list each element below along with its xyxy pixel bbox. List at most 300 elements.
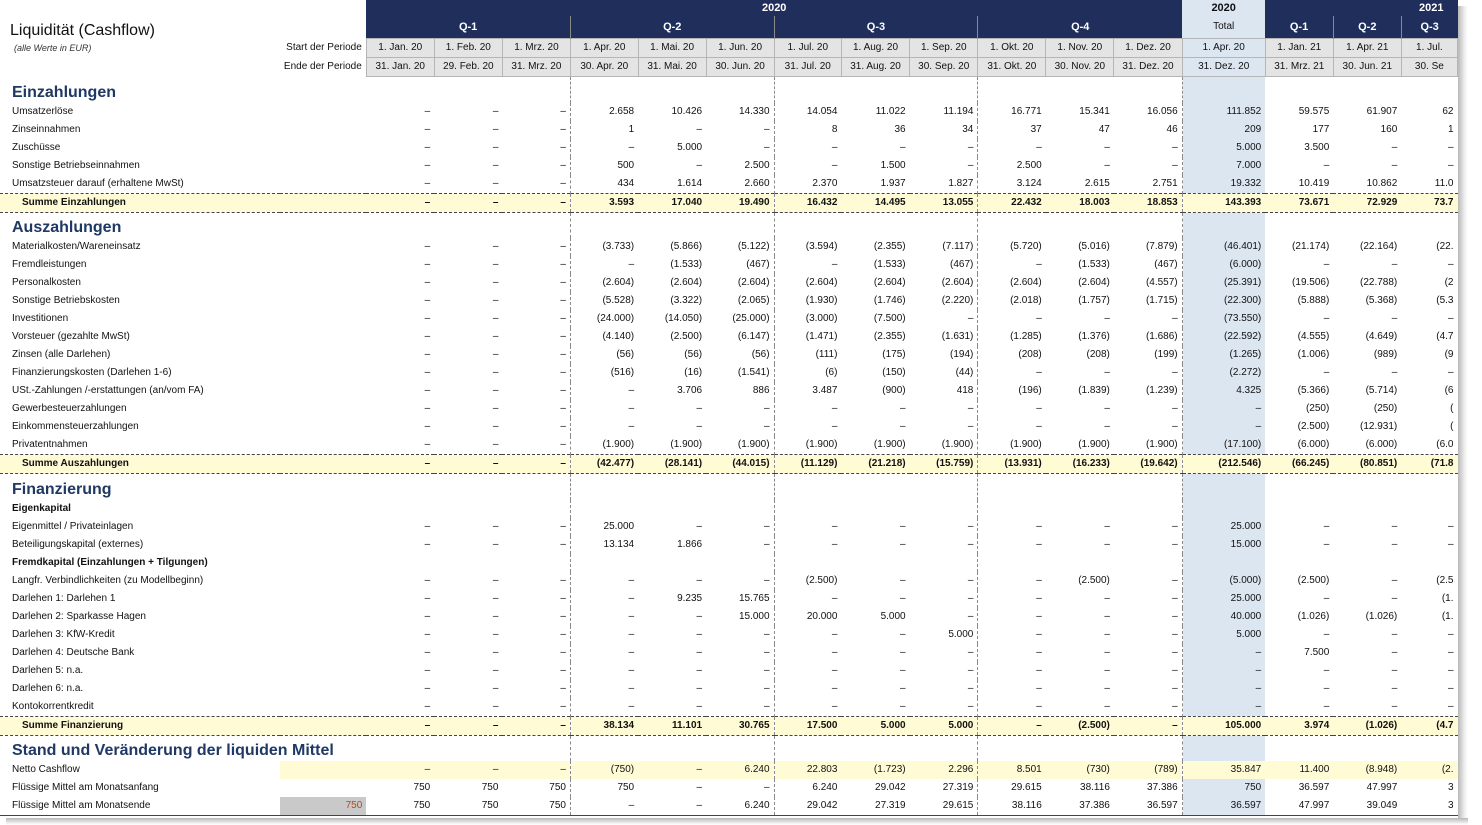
value-cell[interactable]: –: [560, 439, 566, 450]
value-cell[interactable]: 72.929: [1333, 193, 1401, 212]
value-cell[interactable]: (5.122): [737, 241, 770, 252]
value-cell[interactable]: –: [764, 664, 770, 676]
value-cell[interactable]: (5.888): [1297, 295, 1330, 306]
value-cell[interactable]: –: [774, 536, 841, 554]
value-cell[interactable]: (1.471): [774, 328, 841, 346]
value-cell[interactable]: –: [560, 700, 566, 712]
value-cell[interactable]: 25.000: [1182, 590, 1265, 608]
value-cell[interactable]: (6.000): [1297, 439, 1330, 450]
value-cell[interactable]: –: [492, 241, 499, 252]
value-cell[interactable]: –: [967, 664, 974, 676]
value-cell[interactable]: –: [1114, 716, 1182, 735]
value-cell[interactable]: 16.056: [1147, 105, 1178, 117]
value-cell[interactable]: –: [696, 574, 703, 586]
value-cell[interactable]: –: [1391, 664, 1398, 676]
value-cell[interactable]: 39.049: [1333, 797, 1401, 816]
value-cell[interactable]: (989): [1373, 349, 1398, 360]
value-cell[interactable]: –: [1447, 259, 1454, 270]
value-cell[interactable]: (150): [882, 367, 906, 378]
value-cell[interactable]: –: [560, 628, 566, 640]
value-cell[interactable]: –: [570, 608, 638, 626]
value-cell[interactable]: –: [1172, 403, 1178, 414]
value-cell[interactable]: 73.7: [1401, 193, 1457, 212]
value-cell[interactable]: –: [570, 382, 638, 400]
value-cell[interactable]: (17.100): [1182, 436, 1265, 455]
value-cell[interactable]: –: [967, 646, 974, 658]
value-cell[interactable]: –: [570, 400, 638, 418]
value-cell[interactable]: (4.140): [570, 328, 638, 346]
value-cell[interactable]: (56): [684, 349, 703, 360]
value-cell[interactable]: (250): [1373, 403, 1398, 414]
value-cell[interactable]: –: [774, 680, 841, 698]
value-cell[interactable]: (1.900): [978, 436, 1046, 455]
value-cell[interactable]: –: [978, 680, 1046, 698]
value-cell[interactable]: –: [900, 664, 906, 676]
value-cell[interactable]: –: [492, 259, 499, 270]
value-cell[interactable]: 15.000: [738, 610, 770, 622]
value-cell[interactable]: –: [696, 664, 703, 676]
value-cell[interactable]: (2.500): [774, 572, 841, 590]
start-date-cell[interactable]: 1. Okt. 20: [978, 39, 1046, 58]
value-cell[interactable]: (22.788): [1360, 277, 1398, 288]
end-date-cell[interactable]: 31. Jul. 20: [774, 58, 841, 77]
value-cell[interactable]: (1.239): [1145, 385, 1178, 396]
value-cell[interactable]: (467): [950, 259, 974, 270]
value-cell[interactable]: 7.500: [1304, 646, 1330, 658]
start-date-cell[interactable]: 1. Dez. 20: [1114, 39, 1182, 58]
value-cell[interactable]: –: [774, 698, 841, 717]
value-cell[interactable]: –: [1172, 159, 1178, 171]
end-date-cell[interactable]: 31. Okt. 20: [978, 58, 1046, 77]
value-cell[interactable]: –: [492, 421, 499, 432]
value-cell[interactable]: –: [1104, 628, 1110, 640]
value-cell[interactable]: 418: [956, 385, 974, 396]
value-cell[interactable]: –: [1172, 538, 1178, 550]
value-cell[interactable]: –: [1323, 520, 1330, 532]
end-date-cell[interactable]: 31. Mai. 20: [638, 58, 706, 77]
value-cell[interactable]: (22.: [1436, 241, 1454, 252]
value-cell[interactable]: –: [696, 403, 703, 414]
value-cell[interactable]: 177: [1312, 123, 1330, 135]
value-cell[interactable]: –: [560, 574, 566, 586]
value-cell[interactable]: –: [492, 277, 499, 288]
value-cell[interactable]: –: [1182, 698, 1265, 717]
value-cell[interactable]: –: [774, 644, 841, 662]
value-cell[interactable]: 2.660: [744, 177, 770, 189]
value-cell[interactable]: 73.671: [1265, 193, 1333, 212]
value-cell[interactable]: (12.931): [1360, 421, 1398, 432]
value-cell[interactable]: –: [1172, 421, 1178, 432]
end-date-cell[interactable]: 31. Jan. 20: [366, 58, 434, 77]
value-cell[interactable]: –: [570, 662, 638, 680]
value-cell[interactable]: (3.733): [570, 238, 638, 256]
start-date-cell[interactable]: 1. Apr. 20: [1182, 39, 1265, 58]
value-cell[interactable]: 13.134: [570, 536, 638, 554]
value-cell[interactable]: –: [764, 520, 770, 532]
value-cell[interactable]: (6.000): [1182, 256, 1265, 274]
value-cell[interactable]: (2.604): [1078, 277, 1110, 288]
value-cell[interactable]: 25.000: [1182, 518, 1265, 536]
value-cell[interactable]: –: [424, 520, 431, 532]
value-cell[interactable]: 20.000: [774, 608, 841, 626]
value-cell[interactable]: (199): [1154, 349, 1178, 360]
value-cell[interactable]: –: [774, 157, 841, 175]
value-cell[interactable]: 47.997: [1366, 782, 1398, 793]
value-cell[interactable]: 750: [434, 797, 502, 816]
value-cell[interactable]: –: [424, 646, 431, 658]
value-cell[interactable]: –: [764, 646, 770, 658]
value-cell[interactable]: –: [774, 626, 841, 644]
value-cell[interactable]: –: [1172, 646, 1178, 658]
value-cell[interactable]: –: [764, 403, 770, 414]
value-cell[interactable]: 3.593: [570, 193, 638, 212]
value-cell[interactable]: (15.759): [910, 455, 978, 474]
end-date-cell[interactable]: 30. Jun. 20: [706, 58, 774, 77]
value-cell[interactable]: 111.852: [1182, 103, 1265, 121]
value-cell[interactable]: (1.900): [873, 439, 906, 450]
value-cell[interactable]: 16.432: [774, 193, 841, 212]
start-date-cell[interactable]: 1. Aug. 20: [841, 39, 909, 58]
value-cell[interactable]: (2.355): [873, 331, 906, 342]
value-cell[interactable]: –: [774, 418, 841, 436]
value-cell[interactable]: 29.615: [978, 779, 1046, 797]
value-cell[interactable]: –: [1172, 367, 1178, 378]
value-cell[interactable]: –: [978, 572, 1046, 590]
value-cell[interactable]: –: [492, 313, 499, 324]
start-date-cell[interactable]: 1. Jul. 20: [774, 39, 841, 58]
value-cell[interactable]: –: [424, 682, 431, 694]
value-cell[interactable]: 47: [1098, 123, 1110, 135]
value-cell[interactable]: (6.000): [1365, 439, 1398, 450]
value-cell[interactable]: 1.500: [880, 159, 906, 171]
value-cell[interactable]: –: [978, 400, 1046, 418]
value-cell[interactable]: –: [900, 574, 906, 586]
value-cell[interactable]: 27.319: [942, 782, 974, 793]
value-cell[interactable]: (516): [570, 364, 638, 382]
value-cell[interactable]: 750: [413, 782, 431, 793]
value-cell[interactable]: (14.050): [664, 313, 703, 324]
value-cell[interactable]: 15.000: [1182, 536, 1265, 554]
value-cell[interactable]: (789): [1114, 761, 1182, 779]
value-cell[interactable]: 29.615: [910, 797, 978, 816]
value-cell[interactable]: (42.477): [570, 455, 638, 474]
value-cell[interactable]: 29.042: [774, 797, 841, 816]
value-cell[interactable]: –: [638, 797, 706, 816]
value-cell[interactable]: –: [900, 700, 906, 712]
value-cell[interactable]: –: [1172, 520, 1178, 532]
value-cell[interactable]: –: [1104, 403, 1110, 414]
value-cell[interactable]: –: [1391, 592, 1398, 604]
value-cell[interactable]: –: [978, 662, 1046, 680]
value-cell[interactable]: –: [1104, 592, 1110, 604]
value-cell[interactable]: 1.937: [880, 177, 906, 189]
value-cell[interactable]: –: [492, 574, 499, 586]
value-cell[interactable]: –: [1172, 700, 1178, 712]
value-cell[interactable]: (66.245): [1265, 455, 1333, 474]
value-cell[interactable]: –: [434, 193, 502, 212]
value-cell[interactable]: (5.720): [978, 238, 1046, 256]
value-cell[interactable]: –: [424, 403, 431, 414]
value-cell[interactable]: –: [366, 761, 434, 779]
value-cell[interactable]: –: [978, 418, 1046, 436]
value-cell[interactable]: (1.026): [1333, 716, 1401, 735]
value-cell[interactable]: (2.220): [941, 295, 974, 306]
value-cell[interactable]: –: [774, 256, 841, 274]
value-cell[interactable]: –: [1172, 664, 1178, 676]
end-date-cell[interactable]: 31. Mrz. 21: [1265, 58, 1333, 77]
value-cell[interactable]: –: [764, 141, 770, 153]
value-cell[interactable]: –: [492, 331, 499, 342]
value-cell[interactable]: 5.000: [880, 610, 906, 622]
value-cell[interactable]: –: [764, 628, 770, 640]
value-cell[interactable]: –: [492, 385, 499, 396]
value-cell[interactable]: (56): [751, 349, 770, 360]
value-cell[interactable]: (467): [1154, 259, 1178, 270]
value-cell[interactable]: 105.000: [1182, 716, 1265, 735]
value-cell[interactable]: (19.506): [1292, 277, 1330, 288]
value-cell[interactable]: 1.614: [677, 177, 703, 189]
value-cell[interactable]: (13.931): [978, 455, 1046, 474]
value-cell[interactable]: –: [978, 608, 1046, 626]
value-cell[interactable]: 750: [481, 782, 499, 793]
value-cell[interactable]: –: [424, 439, 431, 450]
value-cell[interactable]: –: [774, 662, 841, 680]
value-cell[interactable]: –: [492, 105, 499, 117]
value-cell[interactable]: –: [1447, 682, 1454, 694]
value-cell[interactable]: –: [764, 123, 770, 135]
value-cell[interactable]: –: [1323, 700, 1330, 712]
value-cell[interactable]: 3.500: [1304, 141, 1330, 153]
value-cell[interactable]: (16.233): [1046, 455, 1114, 474]
value-cell[interactable]: –: [424, 538, 431, 550]
value-cell[interactable]: (25.391): [1182, 274, 1265, 292]
value-cell[interactable]: (2.604): [670, 277, 703, 288]
value-cell[interactable]: (4.555): [1297, 331, 1330, 342]
value-cell[interactable]: 6.240: [706, 797, 774, 816]
value-cell[interactable]: –: [560, 105, 566, 117]
value-cell[interactable]: 47.997: [1265, 797, 1333, 816]
start-date-cell[interactable]: 1. Apr. 20: [570, 39, 638, 58]
value-cell[interactable]: –: [967, 592, 974, 604]
value-cell[interactable]: –: [1182, 662, 1265, 680]
value-cell[interactable]: –: [696, 682, 703, 694]
value-cell[interactable]: (1.900): [1078, 439, 1110, 450]
value-cell[interactable]: –: [696, 628, 703, 640]
value-cell[interactable]: (1.757): [1078, 295, 1110, 306]
value-cell[interactable]: 38.116: [978, 797, 1046, 816]
value-cell[interactable]: (1.026): [1297, 610, 1330, 622]
value-cell[interactable]: (5.016): [1078, 241, 1110, 252]
value-cell[interactable]: (2: [1444, 277, 1454, 288]
value-cell[interactable]: –: [570, 644, 638, 662]
value-cell[interactable]: –: [424, 574, 431, 586]
value-cell[interactable]: –: [424, 141, 431, 153]
value-cell[interactable]: (2.5: [1436, 574, 1454, 586]
value-cell[interactable]: –: [492, 141, 499, 153]
value-cell[interactable]: (73.550): [1182, 310, 1265, 328]
value-cell[interactable]: –: [560, 241, 566, 252]
value-cell[interactable]: (1.900): [941, 439, 974, 450]
value-cell[interactable]: (1.: [1441, 592, 1454, 604]
value-cell[interactable]: 886: [752, 385, 770, 396]
value-cell[interactable]: –: [492, 628, 499, 640]
value-cell[interactable]: 500: [570, 157, 638, 175]
value-cell[interactable]: –: [967, 610, 974, 622]
value-cell[interactable]: –: [424, 421, 431, 432]
value-cell[interactable]: (5.366): [1297, 385, 1330, 396]
value-cell[interactable]: –: [967, 159, 974, 171]
value-cell[interactable]: (750): [570, 761, 638, 779]
value-cell[interactable]: –: [570, 680, 638, 698]
value-cell[interactable]: (111): [774, 346, 841, 364]
value-cell[interactable]: –: [978, 518, 1046, 536]
value-cell[interactable]: (1.533): [873, 259, 906, 270]
value-cell[interactable]: 8.501: [978, 761, 1046, 779]
value-cell[interactable]: (5.714): [1365, 385, 1398, 396]
value-cell[interactable]: (4.7: [1401, 716, 1457, 735]
value-cell[interactable]: –: [1182, 680, 1265, 698]
value-cell[interactable]: 1.827: [948, 177, 974, 189]
value-cell[interactable]: –: [1104, 141, 1110, 153]
value-cell[interactable]: (1.026): [1365, 610, 1398, 622]
value-cell[interactable]: 5.000: [948, 628, 974, 640]
value-cell[interactable]: 5.000: [677, 141, 703, 153]
value-cell[interactable]: –: [424, 313, 431, 324]
value-cell[interactable]: –: [978, 364, 1046, 382]
value-cell[interactable]: (7.117): [942, 241, 974, 252]
end-date-cell[interactable]: 31. Dez. 20: [1114, 58, 1182, 77]
value-cell[interactable]: –: [1104, 520, 1110, 532]
value-cell[interactable]: (9: [1444, 349, 1454, 360]
value-cell[interactable]: (1.900): [774, 436, 841, 455]
value-cell[interactable]: 11.0: [1434, 177, 1454, 189]
value-cell[interactable]: (3.594): [774, 238, 841, 256]
value-cell[interactable]: –: [1323, 259, 1330, 270]
value-cell[interactable]: 37: [978, 121, 1046, 139]
value-cell[interactable]: –: [560, 403, 566, 414]
value-cell[interactable]: –: [570, 797, 638, 816]
start-date-cell[interactable]: 1. Feb. 20: [434, 39, 502, 58]
value-cell[interactable]: (1.900): [737, 439, 770, 450]
value-cell[interactable]: –: [560, 349, 566, 360]
value-cell[interactable]: –: [424, 123, 431, 135]
value-cell[interactable]: 10.419: [1298, 177, 1330, 189]
value-cell[interactable]: –: [900, 421, 906, 432]
end-date-cell[interactable]: 30. Sep. 20: [910, 58, 978, 77]
value-cell[interactable]: –: [1104, 610, 1110, 622]
value-cell[interactable]: (: [1450, 403, 1454, 414]
value-cell[interactable]: –: [1391, 682, 1398, 694]
value-cell[interactable]: 1.866: [677, 538, 703, 550]
value-cell[interactable]: –: [560, 421, 566, 432]
value-cell[interactable]: 11.400: [1265, 761, 1333, 779]
value-cell[interactable]: –: [560, 277, 566, 288]
start-date-cell[interactable]: 1. Jul.: [1401, 39, 1457, 58]
value-cell[interactable]: (4.557): [1145, 277, 1178, 288]
value-cell[interactable]: 750: [549, 782, 566, 793]
value-cell[interactable]: (: [1450, 421, 1454, 432]
value-cell[interactable]: –: [696, 520, 703, 532]
value-cell[interactable]: –: [434, 716, 502, 735]
value-cell[interactable]: 37.386: [1046, 797, 1114, 816]
value-cell[interactable]: 35.847: [1182, 761, 1265, 779]
value-cell[interactable]: 18.003: [1046, 193, 1114, 212]
value-cell[interactable]: 19.490: [706, 193, 774, 212]
value-cell[interactable]: 22.432: [978, 193, 1046, 212]
value-cell[interactable]: (21.174): [1292, 241, 1330, 252]
value-cell[interactable]: (71.8: [1401, 455, 1457, 474]
value-cell[interactable]: –: [774, 139, 841, 157]
end-date-cell[interactable]: 31. Dez. 20: [1182, 58, 1265, 77]
value-cell[interactable]: –: [967, 700, 974, 712]
value-cell[interactable]: –: [978, 716, 1046, 735]
value-cell[interactable]: 46: [1166, 123, 1178, 135]
value-cell[interactable]: 2.296: [910, 761, 978, 779]
value-cell[interactable]: (56): [570, 346, 638, 364]
value-cell[interactable]: 14.054: [774, 103, 841, 121]
value-cell[interactable]: 27.319: [841, 797, 909, 816]
value-cell[interactable]: 10.862: [1366, 177, 1398, 189]
value-cell[interactable]: 3: [1447, 782, 1454, 793]
value-cell[interactable]: –: [560, 520, 566, 532]
value-cell[interactable]: –: [978, 256, 1046, 274]
value-cell[interactable]: –: [1104, 159, 1110, 171]
value-cell[interactable]: –: [492, 700, 499, 712]
value-cell[interactable]: –: [1391, 538, 1398, 550]
value-cell[interactable]: –: [424, 367, 431, 378]
value-cell[interactable]: –: [570, 590, 638, 608]
value-cell[interactable]: (250): [1305, 403, 1330, 414]
end-date-cell[interactable]: 31. Mrz. 20: [502, 58, 570, 77]
value-cell[interactable]: (1.533): [1078, 259, 1110, 270]
value-cell[interactable]: –: [978, 310, 1046, 328]
value-cell[interactable]: (730): [1046, 761, 1114, 779]
value-cell[interactable]: –: [560, 331, 566, 342]
value-cell[interactable]: –: [560, 123, 566, 135]
value-cell[interactable]: (5.528): [570, 292, 638, 310]
value-cell[interactable]: (24.000): [570, 310, 638, 328]
value-cell[interactable]: (2.604): [941, 277, 974, 288]
value-cell[interactable]: 3.974: [1265, 716, 1333, 735]
value-cell[interactable]: –: [1104, 367, 1110, 378]
value-cell[interactable]: (1.715): [1145, 295, 1178, 306]
value-cell[interactable]: –: [696, 610, 703, 622]
value-cell[interactable]: (1.839): [1078, 385, 1110, 396]
value-cell[interactable]: 2.500: [978, 157, 1046, 175]
value-cell[interactable]: 17.040: [638, 193, 706, 212]
value-cell[interactable]: 9.235: [677, 592, 703, 604]
value-cell[interactable]: (2.604): [978, 274, 1046, 292]
value-cell[interactable]: –: [1172, 610, 1178, 622]
value-cell[interactable]: (5.368): [1365, 295, 1398, 306]
value-cell[interactable]: –: [900, 646, 906, 658]
value-cell[interactable]: –: [424, 664, 431, 676]
value-cell[interactable]: –: [424, 610, 431, 622]
value-cell[interactable]: –: [366, 193, 434, 212]
value-cell[interactable]: –: [696, 123, 703, 135]
opening-cash-input[interactable]: 750: [280, 797, 366, 816]
value-cell[interactable]: –: [560, 385, 566, 396]
value-cell[interactable]: (2.604): [737, 277, 770, 288]
value-cell[interactable]: (2.355): [873, 241, 906, 252]
value-cell[interactable]: –: [696, 646, 703, 658]
value-cell[interactable]: –: [967, 682, 974, 694]
value-cell[interactable]: 18.853: [1114, 193, 1182, 212]
end-date-cell[interactable]: 31. Aug. 20: [841, 58, 909, 77]
value-cell[interactable]: –: [1323, 592, 1330, 604]
value-cell[interactable]: –: [570, 626, 638, 644]
value-cell[interactable]: –: [900, 141, 906, 153]
